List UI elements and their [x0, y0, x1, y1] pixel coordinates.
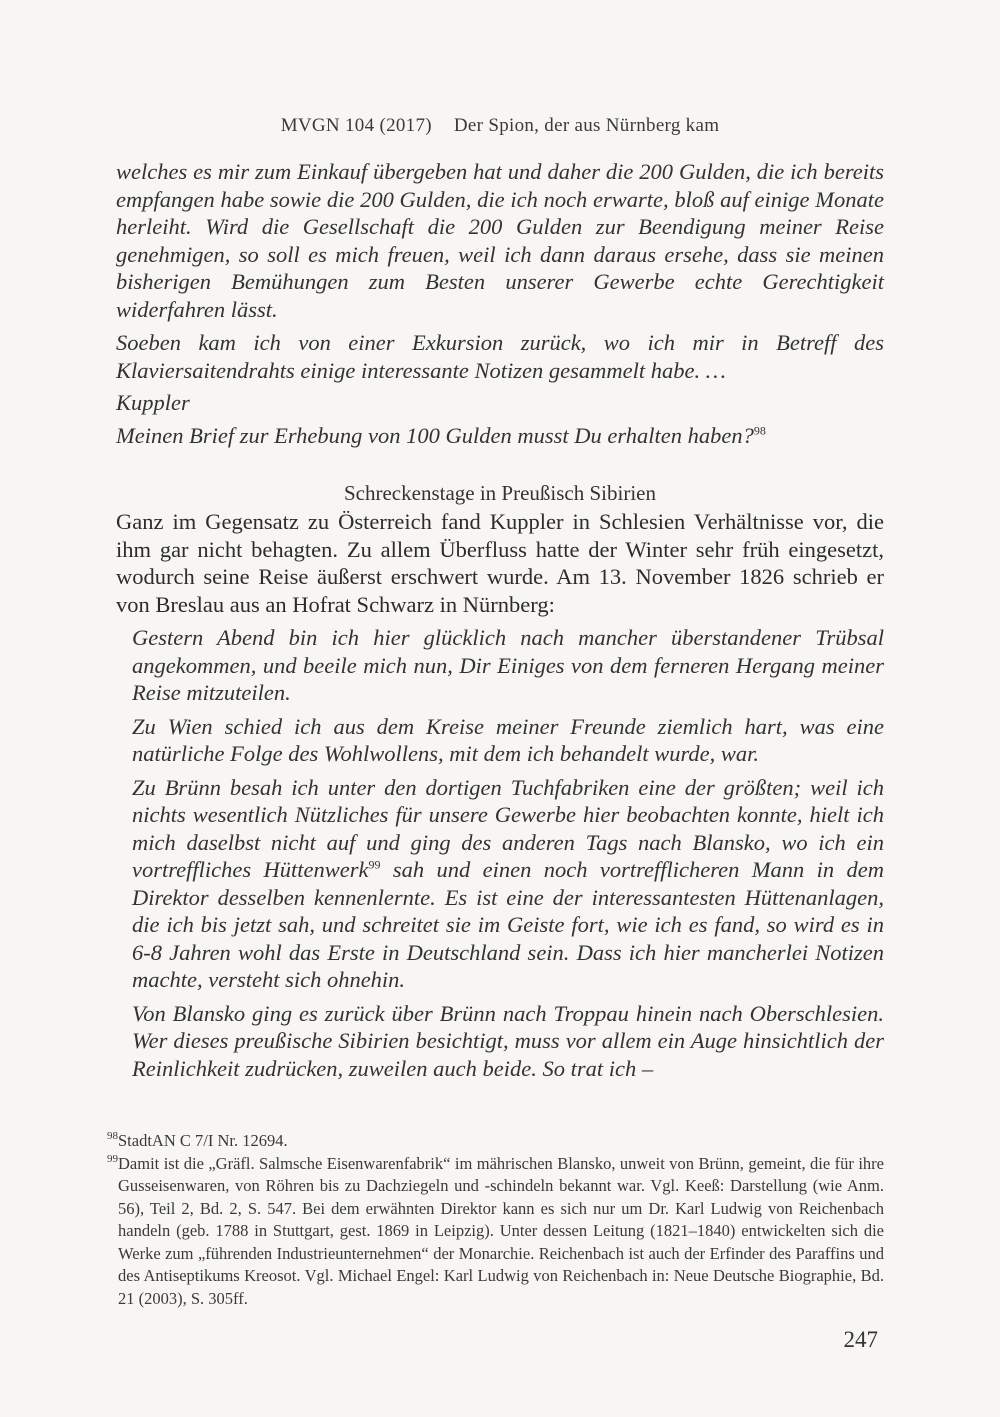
section-heading: Schreckenstage in Preußisch Sibirien	[343, 481, 656, 505]
footnote-text: Damit ist die „Gräfl. Salmsche Eisenwarenfabrik“ im mährischen Blansko, unweit von Brünn, gemeint, die für ihre Gusseisenwaren, von Röhren bis zu Dachziegeln und -schindeln bekannt war. Vgl. Keeß: Darstellung (wie Anm. 56), Teil 2, Bd. 2, S. 547. Bei dem erwähnten Direktor kann es sich nur um Dr. Karl Ludwig von Reichenbach handeln (geb. 1788 in Stuttgart, gest. 1869 in Leipzig). Unter dessen Leitung (1821–1840) entwickelten sich die Werke zum „führenden Industrieunternehmen“ der Monarchie. Reichenbach ist auch der Erfinder des Paraffins und des Antiseptikums Kreosot. Vgl. Michael Engel: Karl Ludwig von Reichenbach in: Neue Deutsche Biographie, Bd. 21 (2003), S. 305ff.	[118, 1153, 884, 1308]
journal-reference: MVGN 104 (2017)	[280, 115, 432, 136]
page-number: 247	[843, 1327, 878, 1352]
footnote	[107, 1153, 884, 1311]
footnotes	[107, 1130, 884, 1310]
quote-text: sah und einen noch vortrefflicheren Mann in dem Direktor desselben kennenlernte. Es ist eine der interessantesten Hüttenanlagen, die ich bis jetzt sah, und schreitet sie im Geiste fort, wie ich es fand, so wird es in 6-8 Jahren wohl das Erste in Deutschland sein. Dass ich hier mancherlei Notizen machte, versteht sich ohnehin.	[132, 857, 884, 992]
main-text	[116, 158, 884, 1084]
quote-paragraph: Soeben kam ich von einer Exkursion zurück, wo ich mir in Betreff des Klaviersaitendrahts einige interessante Notizen gesammelt habe. …	[116, 330, 884, 383]
footnote-ref[interactable]: 98	[753, 423, 766, 437]
quote-text: Zu Brünn besah ich unter den dortigen Tuchfabriken eine der größten; weil ich nichts wesentlich Nützliches für unsere Gewerbe hier beobachten konnte, hielt ich mich daselbst nicht auf und ging des anderen Tags nach Blansko, wo ich ein vortreffliches Hüttenwerk	[132, 774, 884, 882]
footnote-number: 98	[107, 1130, 118, 1142]
quote-paragraph: Von Blansko ging es zurück über Brünn nach Troppau hinein nach Oberschlesien. Wer dieses preußische Sibirien besichtigt, muss vor allem ein Auge hinsichtlich der Reinlichkeit zudrücken, zuweilen auch beide. So trat ich –	[132, 1000, 884, 1081]
postscript-text: Meinen Brief zur Erhebung von 100 Gulden musst Du erhalten haben?	[116, 422, 754, 448]
quote-paragraph: welches es mir zum Einkauf übergeben hat und daher die 200 Gulden, die ich bereits empfangen habe sowie die 200 Gulden, die ich noch erwarte, bloß auf einige Monate herleiht. Wird die Gesellschaft die 200 Gulden zur Beendigung meiner Reise genehmigen, so soll es mich freuen, weil ich dann daraus ersehe, dass sie meinen bisherigen Bemühungen zum Besten unserer Gewerbe echte Gerechtigkeit widerfahren lässt.	[116, 159, 884, 322]
footnote-number: 99	[107, 1152, 118, 1165]
footnote-ref[interactable]: 99	[368, 857, 381, 872]
quote-paragraph	[132, 774, 884, 994]
quote-paragraph: Zu Wien schied ich aus dem Kreise meiner Freunde ziemlich hart, was eine natürliche Folge des Wohlwollens, mit dem ich behandelt wurde, war.	[132, 713, 884, 766]
body-paragraph: Ganz im Gegensatz zu Österreich fand Kuppler in Schlesien Verhältnisse vor, die ihm gar nicht behagten. Zu allem Überfluss hatte der Winter sehr früh eingesetzt, wodurch seine Reise äußerst erschwert wurde. Am 13. November 1826 schrieb er von Breslau aus an Hofrat Schwarz in Nürnberg:	[116, 509, 884, 617]
quote-paragraph: Gestern Abend bin ich hier glücklich nach mancher überstandener Trübsal angekommen, und beeile mich nun, Dir Einiges von dem ferneren Hergang meiner Reise mitzuteilen.	[132, 625, 884, 705]
quote-signature: Kuppler	[116, 390, 190, 415]
article-title: Der Spion, der aus Nürnberg kam	[453, 115, 720, 136]
running-header	[0, 115, 1000, 137]
quote-postscript	[116, 422, 884, 450]
footnote-text: StadtAN C 7/I Nr. 12694.	[118, 1131, 288, 1150]
footnote	[107, 1130, 884, 1153]
